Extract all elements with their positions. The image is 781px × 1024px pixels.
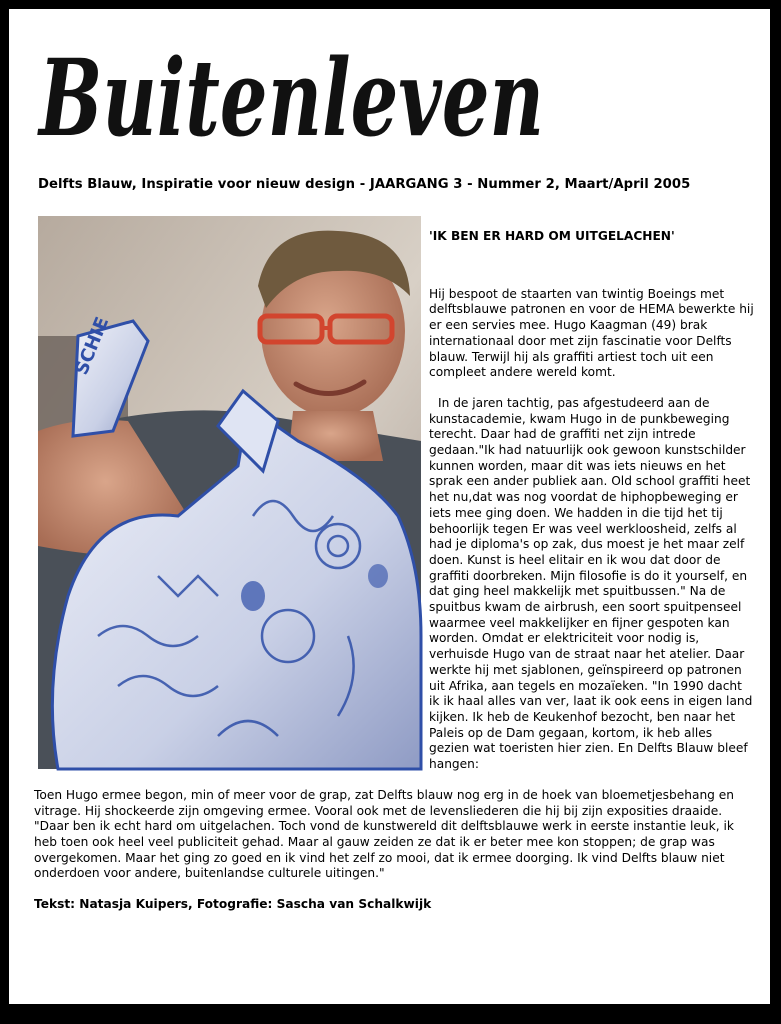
article-body: In de jaren tachtig, pas afgestudeerd aan de kunstacademie, kwam Hugo in de punkbeweging terecht. Daar had de graffiti net zijn intrede gedaan."Ik had natuurlijk ook gewoon kunstschilder kunnen worden, maar dit was iets nieuws en het sprak een ander publiek aan. Old school graffiti heet het nu,dat was nog voordat de hiphopbeweging er iets mee ging doen. We hadden in die tijd het tij behoorlijk tegen Er was veel werkloosheid, zelfs al had je diploma's op zak, dus moest je het maar zelf doen. Kunst is heel elitair en ik wou dat door de graffiti doorbreken. Mijn filosofie is do it yourself, en dat ging heel makkelijk met spuitbussen." Na de spuitbus kwam de airbrush, een soort spuitpenseel waarmee veel makkelijker en fijner gespoten kan worden. Omdat er elektriciteit voor nodig is, verhuisde Hugo van de straat naar het atelier. Daar werkte hij met sjablonen, geïnspireerd op patronen uit Afrika, aan tegels en mozaïeken. "In 1990 dacht ik ik haal alles van ver, laat ik ook eens in eigen land kijken. Ik heb de Keukenhof bezocht, ben naar het Paleis op de Dam gegaan, kortom, ik heb alles gezien wat toeristen hier zien. En Delfts Blauw bleef hangen: xyxy=(429,395,753,772)
sculpture-lettering: SCHIE xyxy=(71,314,114,378)
article-photo xyxy=(38,216,421,769)
article-paragraph: Toen Hugo ermee begon, min of meer voor de grap, zat Delfts blauw nog erg in de hoek van bloemetjesbehang en vitrage. Hij shockeerde zijn omgeving ermee. Vooral ook met de levensliederen die hij bij zijn exposities draaide. "Daar ben ik echt hard om uitgelachen. Toch vond de kunstwereld dit delftsblauwe werk in eerste instantie leuk, ik heb toen ook heel veel publiciteit gehad. Maar al gauw zeiden ze dat ik er beter mee kon stoppen; de grap was overgekomen. Maar het ging zo goed en ik vind het zelf zo mooi, dat ik ermee doorging. Ik vind Delfts blauw niet onderdoen voor andere, buitenlandse culturele uitingen." xyxy=(34,787,735,881)
issue-subtitle: Delfts Blauw, Inspiratie voor nieuw design - JAARGANG 3 - Nummer 2, Maart/April 2005 xyxy=(38,177,691,192)
article-intro: Hij bespoot de staarten van twintig Boeings met delftsblauwe patronen en voor de HEMA bewerkte hij er een servies mee. Hugo Kaagman (49) brak internationaal door met zijn fascinatie voor Delfts blauw. Terwijl hij als graffiti artiest toch uit een compleet andere wereld komt. xyxy=(429,286,754,380)
magazine-page xyxy=(9,9,770,1004)
article-headline: 'IK BEN ER HARD OM UITGELACHEN' xyxy=(429,229,675,243)
article xyxy=(34,216,754,913)
logo-wordmark: Buitenleven xyxy=(36,35,545,160)
article-credits: Tekst: Natasja Kuipers, Fotografie: Sascha van Schalkwijk xyxy=(34,897,432,912)
magazine-logo xyxy=(37,27,547,172)
